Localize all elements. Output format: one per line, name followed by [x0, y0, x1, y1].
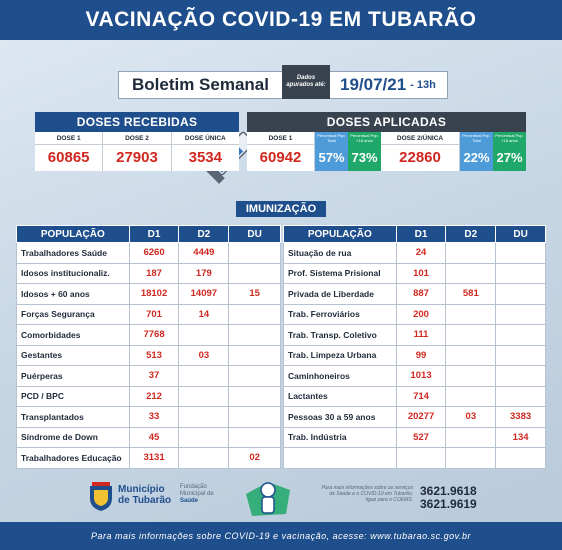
d1-cell: 1013	[396, 366, 446, 387]
d1-cell: 45	[129, 427, 179, 448]
du-cell	[229, 304, 281, 325]
d1-cell: 99	[396, 345, 446, 366]
phone-numbers	[420, 485, 477, 511]
population-cell: Síndrome de Down	[17, 427, 130, 448]
d2-cell: 4449	[179, 243, 229, 264]
phone-number-2: 3621.9619	[420, 497, 477, 511]
population-cell: Trabalhadores Educação	[17, 448, 130, 469]
dose2-pct-18	[493, 132, 526, 171]
d1-cell: 513	[129, 345, 179, 366]
footer-logos	[0, 472, 562, 520]
aplicadas-dose1-value: 60942	[259, 149, 302, 166]
du-cell	[229, 345, 281, 366]
recebidas-dose-unica-value: 3534	[188, 149, 222, 166]
d1-cell: 3131	[129, 448, 179, 469]
d1-cell: 527	[396, 427, 446, 448]
d1-cell: 101	[396, 263, 446, 284]
recebidas-dose-unica-label: DOSE ÚNICA	[172, 132, 239, 145]
population-cell: Trabalhadores Saúde	[17, 243, 130, 264]
du-cell	[496, 263, 546, 284]
d1-cell: 187	[129, 263, 179, 284]
table-row	[17, 448, 281, 469]
doses-recebidas-panel	[35, 112, 239, 171]
d2-cell	[446, 366, 496, 387]
population-cell: Transplantados	[17, 407, 130, 428]
du-cell: 15	[229, 284, 281, 305]
d2-cell	[179, 448, 229, 469]
d2-cell	[179, 366, 229, 387]
population-cell: Idosos institucionaliz.	[17, 263, 130, 284]
du-cell	[229, 263, 281, 284]
aplicadas-dose1	[247, 132, 315, 171]
recebidas-dose2	[103, 132, 171, 171]
d2-cell	[446, 304, 496, 325]
recebidas-dose1-label: DOSE 1	[35, 132, 102, 145]
recebidas-dose2-label: DOSE 2	[103, 132, 170, 145]
dose1-pct-18-label: Percentual Pop. +18 anos	[350, 133, 379, 143]
dose2-pct-total-value: 22%	[463, 150, 490, 165]
d1-cell: 212	[129, 386, 179, 407]
table-row	[284, 386, 546, 407]
immunization-table-right	[283, 225, 546, 469]
d2-cell: 03	[446, 407, 496, 428]
aplicadas-dose2-value: 22860	[399, 149, 441, 166]
fundacao-line1: Fundação	[180, 484, 207, 490]
du-cell	[496, 243, 546, 264]
boletim-label: Boletim Semanal	[132, 75, 269, 94]
du-cell: 134	[496, 427, 546, 448]
table-row	[284, 284, 546, 305]
du-cell	[229, 243, 281, 264]
col-header-d2: D2	[179, 226, 229, 243]
table-row	[17, 284, 281, 305]
d2-cell: 14097	[179, 284, 229, 305]
dose1-pct-total-label: Percentual Pop. Total	[317, 133, 346, 143]
municipio-line2: de Tubarão	[118, 495, 172, 506]
population-cell: Trab. Ferroviários	[284, 304, 397, 325]
imunizacao-label: IMUNIZAÇÃO	[236, 201, 326, 217]
d1-cell: 33	[129, 407, 179, 428]
d1-cell: 887	[396, 284, 446, 305]
table-row	[284, 325, 546, 346]
d1-cell: 18102	[129, 284, 179, 305]
table-row	[17, 263, 281, 284]
aplicadas-dose2-label: DOSE 2/ÚNICA	[381, 132, 459, 145]
col-header-d2: D2	[446, 226, 496, 243]
population-cell: Gestantes	[17, 345, 130, 366]
boletim-hour: - 13h	[410, 79, 436, 91]
fundacao-logo-text	[180, 484, 214, 505]
contact-info-text: Para mais informações sobre os serviços de Saúde e o COVID-19 em Tubarão, ligue para o COEMS:	[321, 485, 413, 503]
col-header-populacao: POPULAÇÃO	[17, 226, 130, 243]
dose2-pct-18-value: 27%	[496, 150, 523, 165]
boletim-box	[118, 71, 448, 99]
d2-cell	[446, 345, 496, 366]
du-cell: 3383	[496, 407, 546, 428]
population-cell: Forças Segurança	[17, 304, 130, 325]
table-row	[17, 386, 281, 407]
recebidas-dose-unica	[172, 132, 239, 171]
du-cell	[229, 427, 281, 448]
population-cell: Idosos + 60 anos	[17, 284, 130, 305]
dose2-pct-18-label: Percentual Pop. +18 anos	[495, 133, 524, 143]
population-cell: Prof. Sistema Prisional	[284, 263, 397, 284]
du-cell	[229, 407, 281, 428]
d1-cell: 7768	[129, 325, 179, 346]
population-cell: Trab. Transp. Coletivo	[284, 325, 397, 346]
d1-cell: 714	[396, 386, 446, 407]
d2-cell	[179, 407, 229, 428]
du-cell: 02	[229, 448, 281, 469]
coat-of-arms-icon	[88, 482, 114, 512]
municipio-logo-text	[118, 484, 171, 506]
municipio-line1: Município	[118, 484, 165, 495]
table-row	[17, 345, 281, 366]
d2-cell	[446, 263, 496, 284]
table-row	[284, 304, 546, 325]
d2-cell	[446, 325, 496, 346]
population-cell: Puérperas	[17, 366, 130, 387]
population-cell: Trab. Indústria	[284, 427, 397, 448]
doses-aplicadas-title: DOSES APLICADAS	[247, 112, 526, 132]
d2-cell: 03	[179, 345, 229, 366]
immunization-table-left	[16, 225, 281, 469]
table-row	[284, 407, 546, 428]
d2-cell	[446, 448, 496, 469]
table-row	[284, 263, 546, 284]
d2-cell	[446, 386, 496, 407]
table-row	[284, 345, 546, 366]
d1-cell: 24	[396, 243, 446, 264]
du-cell	[229, 325, 281, 346]
table-row	[17, 325, 281, 346]
table-row	[284, 448, 546, 469]
table-row	[284, 427, 546, 448]
d2-cell	[179, 427, 229, 448]
dados-apurados-note: Dados apurados até:	[282, 65, 330, 99]
population-cell: PCD / BPC	[17, 386, 130, 407]
d2-cell: 179	[179, 263, 229, 284]
recebidas-dose2-value: 27903	[116, 149, 158, 166]
table-row	[17, 407, 281, 428]
col-header-populacao: POPULAÇÃO	[284, 226, 397, 243]
dose1-pct-total	[315, 132, 348, 171]
table-row	[284, 366, 546, 387]
table-row	[284, 243, 546, 264]
recebidas-dose1	[35, 132, 103, 171]
dose2-pct-total	[460, 132, 493, 171]
d1-cell: 111	[396, 325, 446, 346]
col-header-du: DU	[229, 226, 281, 243]
d1-cell: 701	[129, 304, 179, 325]
table-row	[17, 243, 281, 264]
d2-cell	[179, 325, 229, 346]
population-cell: Trab. Limpeza Urbana	[284, 345, 397, 366]
doses-recebidas-title: DOSES RECEBIDAS	[35, 112, 239, 132]
du-cell	[496, 304, 546, 325]
d1-cell: 37	[129, 366, 179, 387]
dose1-pct-total-value: 57%	[318, 150, 345, 165]
population-cell: Privada de Liberdade	[284, 284, 397, 305]
fundacao-line2: Municipal de	[180, 491, 214, 497]
population-cell: Situação de rua	[284, 243, 397, 264]
col-header-d1: D1	[129, 226, 179, 243]
dose2-pct-total-label: Percentual Pop. Total	[462, 133, 491, 143]
d2-cell	[446, 243, 496, 264]
dose1-pct-18-value: 73%	[351, 150, 378, 165]
du-cell	[496, 448, 546, 469]
du-cell	[496, 325, 546, 346]
du-cell	[496, 284, 546, 305]
d2-cell	[179, 386, 229, 407]
population-cell: Lactantes	[284, 386, 397, 407]
col-header-d1: D1	[396, 226, 446, 243]
population-cell: Pessoas 30 a 59 anos	[284, 407, 397, 428]
aplicadas-dose1-label: DOSE 1	[247, 132, 314, 145]
d1-cell	[396, 448, 446, 469]
d2-cell: 581	[446, 284, 496, 305]
fundacao-line3: Saúde	[180, 498, 199, 504]
dose1-pct-18	[348, 132, 381, 171]
d1-cell: 200	[396, 304, 446, 325]
d2-cell: 14	[179, 304, 229, 325]
col-header-du: DU	[496, 226, 546, 243]
aplicadas-dose2	[381, 132, 460, 171]
recebidas-dose1-value: 60865	[47, 149, 90, 166]
du-cell	[496, 366, 546, 387]
doses-aplicadas-panel	[247, 112, 526, 171]
du-cell	[229, 366, 281, 387]
d2-cell	[446, 427, 496, 448]
d1-cell: 20277	[396, 407, 446, 428]
population-cell	[284, 448, 397, 469]
du-cell	[496, 345, 546, 366]
du-cell	[496, 386, 546, 407]
table-row	[17, 366, 281, 387]
population-cell: Comorbidades	[17, 325, 130, 346]
page-title: VACINAÇÃO COVID-19 EM TUBARÃO	[0, 0, 562, 40]
du-cell	[229, 386, 281, 407]
footer-website-bar: Para mais informações sobre COVID-19 e vacinação, acesse: www.tubarao.sc.gov.br	[0, 522, 562, 550]
boletim-date: 19/07/21	[340, 75, 407, 94]
table-row	[17, 304, 281, 325]
phone-number-1: 3621.9618	[420, 484, 477, 498]
d1-cell: 6260	[129, 243, 179, 264]
population-cell: Caminhoneiros	[284, 366, 397, 387]
table-row	[17, 427, 281, 448]
mascot-icon	[238, 476, 298, 520]
